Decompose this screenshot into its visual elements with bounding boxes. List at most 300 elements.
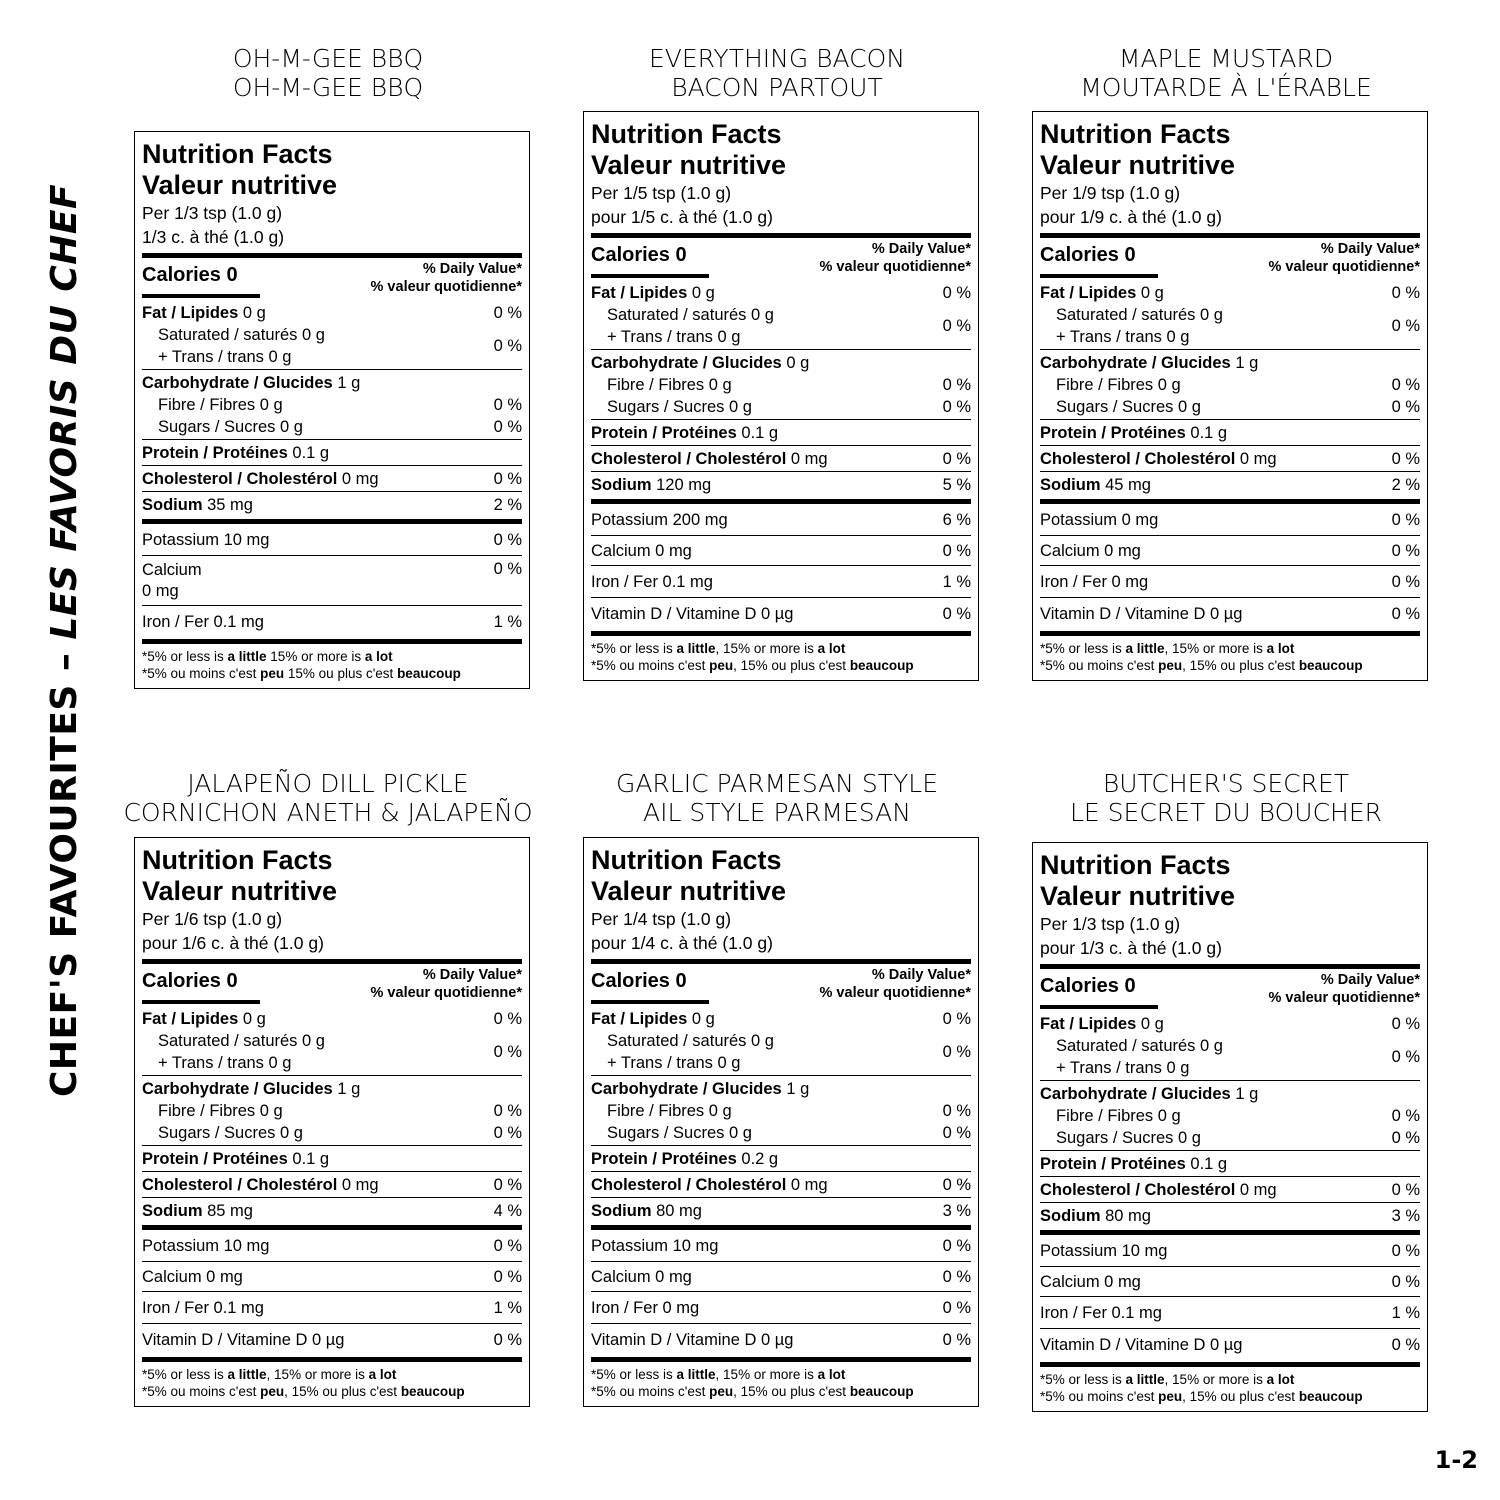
fat-group bbox=[1040, 1011, 1420, 1080]
nutrition-facts-label bbox=[134, 131, 530, 689]
protein-amount: 0.1 g bbox=[292, 1150, 330, 1168]
nutrient-row bbox=[142, 1266, 522, 1288]
carb-amount: 0 g bbox=[786, 354, 810, 372]
nutrition-facts-label bbox=[583, 837, 979, 1407]
nutrient-row bbox=[1040, 1205, 1420, 1227]
daily-value-header bbox=[820, 240, 971, 276]
footnote-bold: beaucoup bbox=[397, 666, 461, 681]
cholesterol-amount: 0 mg bbox=[790, 450, 828, 468]
serving-size-fr: pour 1/3 c. à thé (1.0 g) bbox=[1040, 938, 1222, 958]
iron-label: Iron / Fer 0 mg bbox=[591, 1299, 700, 1317]
nutrient-label bbox=[158, 1100, 283, 1122]
percent-value: 5 % bbox=[942, 476, 971, 494]
fat-group bbox=[142, 300, 522, 369]
serving-size-en: Per 1/3 tsp (1.0 g) bbox=[142, 203, 283, 223]
footnote-text: *5% ou moins c'est bbox=[1040, 658, 1159, 673]
nutrient-label bbox=[158, 416, 303, 438]
footnote-text: *5% or less is bbox=[591, 641, 677, 656]
serving-size-en: Per 1/4 tsp (1.0 g) bbox=[591, 909, 732, 929]
percent-value: 0 % bbox=[1391, 376, 1420, 394]
nutrient-label bbox=[1040, 540, 1141, 562]
sugars-label: Sugars / Sucres 0 g bbox=[1056, 1129, 1201, 1147]
product-name-en: OH-M-GEE BBQ bbox=[232, 44, 424, 73]
daily-value-header bbox=[1269, 240, 1420, 276]
dv-en: % Daily Value* bbox=[422, 261, 522, 277]
percent-value: 0 % bbox=[942, 542, 971, 560]
saturated-label: Saturated / saturés 0 g bbox=[607, 1032, 774, 1050]
calories: Calories 0 bbox=[142, 264, 238, 286]
nutrient-row bbox=[142, 394, 522, 416]
footnote-text: , 15% ou plus c'est bbox=[733, 1384, 850, 1399]
carb-group bbox=[591, 350, 971, 419]
footnote-bold: beaucoup bbox=[849, 1384, 914, 1399]
nutrient-row bbox=[591, 282, 971, 304]
carb-label: Carbohydrate / Glucides bbox=[1040, 354, 1231, 372]
fibre-label: Fibre / Fibres 0 g bbox=[158, 396, 283, 414]
calorie-bar bbox=[591, 274, 709, 278]
cholesterol-label: Cholesterol / Cholestérol bbox=[591, 450, 787, 468]
fat-amount: 0 g bbox=[1140, 284, 1164, 302]
footnote-bold: a little bbox=[1125, 1372, 1165, 1387]
nutrient-row bbox=[591, 1122, 971, 1144]
serving-size-fr: 1/3 c. à thé (1.0 g) bbox=[142, 227, 285, 247]
nutrient-row bbox=[142, 416, 522, 438]
calcium-label: Calcium 0 mg bbox=[591, 542, 692, 560]
percent-value: 0 % bbox=[1391, 605, 1420, 623]
nutrient-row bbox=[142, 1148, 522, 1170]
sat-trans-percent: 0 % bbox=[1391, 316, 1420, 335]
fat-group bbox=[591, 280, 971, 349]
nutrient-row bbox=[591, 1297, 971, 1319]
nutrient-label bbox=[591, 1148, 778, 1170]
percent-value: 0 % bbox=[1391, 284, 1420, 302]
sodium-amount: 45 mg bbox=[1105, 476, 1151, 494]
nutrient-row bbox=[1040, 509, 1420, 531]
title-en: Nutrition Facts bbox=[591, 119, 782, 149]
cholesterol-amount: 0 mg bbox=[1239, 450, 1277, 468]
footnote-text: , 15% or more is bbox=[1164, 1372, 1267, 1387]
nutrient-label bbox=[142, 1329, 344, 1351]
serving-size-fr: pour 1/4 c. à thé (1.0 g) bbox=[591, 933, 773, 953]
percent-value: 0 % bbox=[942, 605, 971, 623]
sodium-amount: 85 mg bbox=[207, 1202, 253, 1220]
title-fr: Valeur nutritive bbox=[591, 150, 787, 180]
fat-label: Fat / Lipides bbox=[1040, 284, 1137, 302]
nutrient-row bbox=[591, 352, 971, 374]
nutrition-facts-label bbox=[1032, 842, 1428, 1412]
nutrient-row bbox=[142, 1100, 522, 1122]
daily-value-header bbox=[371, 260, 522, 296]
title-fr: Valeur nutritive bbox=[1040, 150, 1236, 180]
sugars-label: Sugars / Sucres 0 g bbox=[1056, 398, 1201, 416]
protein-amount: 0.1 g bbox=[292, 444, 330, 462]
percent-value: 0 % bbox=[493, 1331, 522, 1349]
nutrient-label bbox=[1040, 1334, 1242, 1356]
potassium-label: Potassium 0 mg bbox=[1040, 511, 1159, 529]
nutrient-row bbox=[142, 468, 522, 490]
nutrient-row bbox=[1040, 396, 1420, 418]
calorie-bar bbox=[142, 1000, 260, 1004]
product-name-fr: OH-M-GEE BBQ bbox=[232, 73, 424, 102]
percent-value: 0 % bbox=[1391, 542, 1420, 560]
calcium-label: Calcium 0 mg bbox=[1040, 1273, 1141, 1291]
fat-label: Fat / Lipides bbox=[591, 284, 688, 302]
saturated-label: Saturated / saturés 0 g bbox=[1056, 1037, 1223, 1055]
trans-label: + Trans / trans 0 g bbox=[1056, 1059, 1190, 1077]
footnote-bold: a lot bbox=[1266, 1372, 1295, 1387]
nutrient-label bbox=[1040, 1271, 1141, 1293]
nutrient-label bbox=[142, 1008, 266, 1030]
sodium-amount: 80 mg bbox=[1105, 1207, 1151, 1225]
vitamin-d-label: Vitamin D / Vitamine D 0 µg bbox=[142, 1331, 345, 1349]
nutrient-row bbox=[1040, 474, 1420, 496]
nutrient-row bbox=[591, 422, 971, 444]
serving-size-fr: pour 1/6 c. à thé (1.0 g) bbox=[142, 933, 324, 953]
nutrient-label bbox=[591, 540, 692, 562]
sodium-amount: 80 mg bbox=[656, 1202, 702, 1220]
footnote bbox=[591, 1362, 971, 1400]
potassium-label: Potassium 10 mg bbox=[591, 1237, 719, 1255]
sat-trans-row bbox=[591, 1030, 971, 1074]
nutrient-row bbox=[142, 1122, 522, 1144]
footnote-bold: peu bbox=[1158, 658, 1183, 673]
percent-value: 0 % bbox=[1391, 450, 1420, 468]
footnote-text: *5% ou moins c'est bbox=[142, 1384, 261, 1399]
dv-en: % Daily Value* bbox=[1320, 972, 1420, 988]
percent-value: 0 % bbox=[942, 1237, 971, 1255]
carb-amount: 1 g bbox=[1235, 1085, 1259, 1103]
nutrient-row bbox=[591, 540, 971, 562]
footnote bbox=[591, 636, 971, 674]
daily-value-header bbox=[1269, 971, 1420, 1007]
footnote-text: , 15% or more is bbox=[715, 641, 818, 656]
product-name-en: MAPLE MUSTARD bbox=[1118, 44, 1334, 73]
title-fr: Valeur nutritive bbox=[591, 876, 787, 906]
sugars-label: Sugars / Sucres 0 g bbox=[158, 418, 303, 436]
nutrient-row bbox=[591, 1174, 971, 1196]
serving-size-en: Per 1/6 tsp (1.0 g) bbox=[142, 909, 283, 929]
iron-label: Iron / Fer 0.1 mg bbox=[1040, 1304, 1162, 1322]
cholesterol-label: Cholesterol / Cholestérol bbox=[1040, 1181, 1236, 1199]
percent-value: 0 % bbox=[493, 418, 522, 436]
fibre-label: Fibre / Fibres 0 g bbox=[158, 1102, 283, 1120]
footnote-bold: peu bbox=[709, 658, 734, 673]
fat-group bbox=[591, 1006, 971, 1075]
nutrient-label bbox=[142, 1297, 264, 1319]
percent-value: 0 % bbox=[493, 304, 522, 322]
nutrient-label bbox=[1040, 448, 1277, 470]
carb-amount: 1 g bbox=[786, 1080, 810, 1098]
calcium-amount: 0 mg bbox=[142, 582, 179, 600]
potassium-label: Potassium 10 mg bbox=[142, 1237, 270, 1255]
side-title bbox=[35, 183, 95, 1097]
cholesterol-label: Cholesterol / Cholestérol bbox=[142, 470, 338, 488]
calories-row bbox=[591, 964, 971, 1006]
nutrient-row bbox=[591, 1078, 971, 1100]
fat-label: Fat / Lipides bbox=[1040, 1015, 1137, 1033]
footnote-text: *5% ou moins c'est bbox=[1040, 1389, 1159, 1404]
protein-label: Protein / Protéines bbox=[1040, 1155, 1186, 1173]
fat-group bbox=[142, 1006, 522, 1075]
footnote bbox=[1040, 1367, 1420, 1405]
fibre-label: Fibre / Fibres 0 g bbox=[607, 376, 732, 394]
footnote-text: 15% or more is bbox=[266, 649, 365, 664]
nutrient-row bbox=[591, 1100, 971, 1122]
product-name-fr: MOUTARDE À L'ÉRABLE bbox=[1080, 73, 1372, 102]
percent-value: 0 % bbox=[1391, 573, 1420, 591]
sat-trans-row bbox=[142, 1030, 522, 1074]
nutrient-label bbox=[1056, 396, 1201, 418]
nutrient-label bbox=[142, 1078, 360, 1100]
product-name-en: EVERYTHING BACON bbox=[648, 44, 906, 73]
nutrient-row bbox=[591, 1008, 971, 1030]
nutrient-label bbox=[591, 1329, 793, 1351]
nutrient-label bbox=[1040, 509, 1158, 531]
sat-trans-percent: 0 % bbox=[493, 1042, 522, 1061]
nutrient-row bbox=[1040, 448, 1420, 470]
footnote-bold: a lot bbox=[364, 649, 393, 664]
sugars-label: Sugars / Sucres 0 g bbox=[607, 398, 752, 416]
nutrient-row bbox=[142, 1200, 522, 1222]
nutrient-row bbox=[1040, 282, 1420, 304]
footnote-bold: peu bbox=[709, 1384, 734, 1399]
footnote-bold: a little bbox=[227, 649, 267, 664]
percent-value: 3 % bbox=[1391, 1207, 1420, 1225]
nutrient-row bbox=[591, 509, 971, 531]
nutrient-label bbox=[591, 474, 711, 496]
nutrient-label bbox=[1040, 282, 1164, 304]
trans-label: + Trans / trans 0 g bbox=[1056, 328, 1190, 346]
nutrient-label bbox=[1040, 422, 1227, 444]
footnote-bold: a little bbox=[1125, 641, 1165, 656]
iron-label: Iron / Fer 0.1 mg bbox=[142, 613, 264, 631]
serving-size-fr: pour 1/9 c. à thé (1.0 g) bbox=[1040, 207, 1222, 227]
side-title-fr: LES FAVORIS DU CHEF bbox=[44, 183, 85, 640]
fat-amount: 0 g bbox=[1140, 1015, 1164, 1033]
nutrient-label bbox=[1040, 1083, 1258, 1105]
nutrient-row bbox=[1040, 374, 1420, 396]
sat-trans-row bbox=[1040, 304, 1420, 348]
protein-amount: 0.1 g bbox=[741, 424, 779, 442]
percent-value: 0 % bbox=[942, 1268, 971, 1286]
footnote-text: , 15% or more is bbox=[266, 1367, 369, 1382]
page-number: 1-2 bbox=[1434, 1446, 1478, 1474]
percent-value: 0 % bbox=[493, 1237, 522, 1255]
footnote-text: , 15% ou plus c'est bbox=[1182, 1389, 1299, 1404]
sat-trans-percent: 0 % bbox=[942, 316, 971, 335]
dv-fr: % valeur quotidienne* bbox=[370, 279, 522, 295]
nutrient-label bbox=[591, 1174, 828, 1196]
calories: Calories 0 bbox=[142, 970, 238, 992]
nutrient-label bbox=[1040, 1240, 1167, 1262]
product-name bbox=[1001, 44, 1451, 102]
percent-value: 0 % bbox=[942, 1331, 971, 1349]
calories-row bbox=[142, 258, 522, 300]
nutrient-label bbox=[1056, 1127, 1201, 1149]
footnote-text: *5% or less is bbox=[1040, 1372, 1126, 1387]
carb-group bbox=[1040, 350, 1420, 419]
fat-amount: 0 g bbox=[242, 1010, 266, 1028]
nutrient-label bbox=[142, 1235, 269, 1257]
percent-value: 0 % bbox=[942, 1010, 971, 1028]
percent-value: 0 % bbox=[493, 1010, 522, 1028]
carb-group bbox=[142, 1076, 522, 1145]
percent-value: 0 % bbox=[942, 376, 971, 394]
calcium-label: Calcium 0 mg bbox=[1040, 542, 1141, 560]
calories-row bbox=[591, 238, 971, 280]
protein-label: Protein / Protéines bbox=[142, 1150, 288, 1168]
footnote-text: , 15% or more is bbox=[715, 1367, 818, 1382]
percent-value: 0 % bbox=[942, 1102, 971, 1120]
nutrient-row bbox=[1040, 422, 1420, 444]
footnote-bold: a lot bbox=[368, 1367, 397, 1382]
percent-value: 0 % bbox=[1391, 1129, 1420, 1147]
nutrient-row bbox=[1040, 1083, 1420, 1105]
calories-row bbox=[1040, 969, 1420, 1011]
nutrient-row bbox=[142, 494, 522, 516]
fibre-label: Fibre / Fibres 0 g bbox=[607, 1102, 732, 1120]
percent-value: 0 % bbox=[942, 398, 971, 416]
percent-value: 0 % bbox=[493, 1268, 522, 1286]
potassium-label: Potassium 200 mg bbox=[591, 511, 728, 529]
percent-value: 0 % bbox=[493, 1102, 522, 1120]
serving-size-en: Per 1/3 tsp (1.0 g) bbox=[1040, 914, 1181, 934]
nutrient-row bbox=[591, 603, 971, 625]
sodium-label: Sodium bbox=[591, 476, 652, 494]
sodium-label: Sodium bbox=[1040, 1207, 1101, 1225]
nutrient-label bbox=[142, 1148, 329, 1170]
nutrient-row bbox=[142, 1174, 522, 1196]
percent-value: 0 % bbox=[1391, 1015, 1420, 1033]
percent-value: 1 % bbox=[942, 573, 971, 591]
iron-label: Iron / Fer 0 mg bbox=[1040, 573, 1149, 591]
nutrient-row bbox=[591, 571, 971, 593]
saturated-label: Saturated / saturés 0 g bbox=[158, 326, 325, 344]
nutrient-row bbox=[1040, 571, 1420, 593]
product-name bbox=[103, 769, 553, 827]
nutrient-label bbox=[158, 1122, 303, 1144]
sodium-label: Sodium bbox=[1040, 476, 1101, 494]
calories-row bbox=[1040, 238, 1420, 280]
saturated-label: Saturated / saturés 0 g bbox=[607, 306, 774, 324]
fibre-label: Fibre / Fibres 0 g bbox=[1056, 1107, 1181, 1125]
footnote-text: *5% or less is bbox=[1040, 641, 1126, 656]
nutrient-label bbox=[142, 1266, 243, 1288]
nutrient-row bbox=[142, 1297, 522, 1319]
carb-label: Carbohydrate / Glucides bbox=[142, 1080, 333, 1098]
percent-value: 1 % bbox=[493, 1299, 522, 1317]
nutrient-label bbox=[158, 394, 283, 416]
percent-value: 0 % bbox=[1391, 398, 1420, 416]
sodium-amount: 35 mg bbox=[207, 496, 253, 514]
serving-size-fr: pour 1/5 c. à thé (1.0 g) bbox=[591, 207, 773, 227]
nutrient-label bbox=[591, 448, 828, 470]
cholesterol-label: Cholesterol / Cholestérol bbox=[1040, 450, 1236, 468]
dv-en: % Daily Value* bbox=[422, 967, 522, 983]
nutrient-row bbox=[142, 1329, 522, 1351]
nutrient-row bbox=[142, 1008, 522, 1030]
calories: Calories 0 bbox=[591, 244, 687, 266]
nutrient-row bbox=[591, 374, 971, 396]
nutrient-label bbox=[591, 509, 728, 531]
nutrient-row bbox=[591, 1148, 971, 1170]
cholesterol-amount: 0 mg bbox=[790, 1176, 828, 1194]
nutrient-label bbox=[591, 1266, 692, 1288]
nutrition-facts-label bbox=[583, 111, 979, 681]
percent-value: 4 % bbox=[493, 1202, 522, 1220]
saturated-label: Saturated / saturés 0 g bbox=[158, 1032, 325, 1050]
nutrient-row bbox=[1040, 1271, 1420, 1293]
sat-trans-row bbox=[142, 324, 522, 368]
footnote-bold: a lot bbox=[1266, 641, 1295, 656]
vitamin-d-label: Vitamin D / Vitamine D 0 µg bbox=[1040, 1336, 1243, 1354]
percent-value: 0 % bbox=[493, 470, 522, 488]
trans-label: + Trans / trans 0 g bbox=[158, 1054, 292, 1072]
nutrient-row bbox=[1040, 1105, 1420, 1127]
nutrient-row bbox=[142, 611, 522, 633]
carb-amount: 1 g bbox=[1235, 354, 1259, 372]
cholesterol-amount: 0 mg bbox=[1239, 1181, 1277, 1199]
nutrient-row bbox=[142, 442, 522, 464]
nutrient-row bbox=[1040, 1013, 1420, 1035]
title-en: Nutrition Facts bbox=[591, 845, 782, 875]
nutrient-row bbox=[1040, 1179, 1420, 1201]
footnote-bold: beaucoup bbox=[1298, 1389, 1363, 1404]
calcium-label: Calcium 0 mg bbox=[591, 1268, 692, 1286]
product-name bbox=[552, 769, 1002, 827]
product-name-fr: LE SECRET DU BOUCHER bbox=[1070, 798, 1382, 827]
calorie-bar bbox=[1040, 1005, 1158, 1009]
protein-amount: 0.2 g bbox=[741, 1150, 779, 1168]
carb-amount: 1 g bbox=[337, 374, 361, 392]
percent-value: 6 % bbox=[942, 511, 971, 529]
sat-trans-percent: 0 % bbox=[1391, 1047, 1420, 1066]
footnote-text: *5% ou moins c'est bbox=[591, 1384, 710, 1399]
title-fr: Valeur nutritive bbox=[142, 170, 338, 200]
nutrient-label bbox=[1056, 1105, 1181, 1127]
fat-label: Fat / Lipides bbox=[142, 1010, 239, 1028]
dv-en: % Daily Value* bbox=[871, 241, 971, 257]
percent-value: 0 % bbox=[1391, 1336, 1420, 1354]
sodium-label: Sodium bbox=[591, 1202, 652, 1220]
nutrient-row bbox=[591, 1200, 971, 1222]
footnote-bold: a little bbox=[676, 1367, 716, 1382]
nutrient-label bbox=[591, 1235, 718, 1257]
nutrient-row bbox=[1040, 540, 1420, 562]
nutrient-label bbox=[142, 1200, 253, 1222]
nutrient-row bbox=[1040, 1153, 1420, 1175]
carb-label: Carbohydrate / Glucides bbox=[591, 1080, 782, 1098]
nutrient-row bbox=[142, 1078, 522, 1100]
footnote-bold: a lot bbox=[817, 641, 846, 656]
side-title-en: CHEF'S FAVOURITES – bbox=[44, 639, 85, 1097]
product-name bbox=[103, 44, 553, 102]
nutrient-row bbox=[1040, 1334, 1420, 1356]
nutrient-row bbox=[142, 372, 522, 394]
product-name-en: GARLIC PARMESAN STYLE bbox=[615, 769, 939, 798]
trans-label: + Trans / trans 0 g bbox=[607, 1054, 741, 1072]
nutrient-label bbox=[142, 529, 269, 551]
nutrient-label bbox=[142, 1174, 379, 1196]
percent-value: 0 % bbox=[1391, 1107, 1420, 1125]
fat-amount: 0 g bbox=[242, 304, 266, 322]
nutrient-label bbox=[591, 1200, 702, 1222]
cholesterol-label: Cholesterol / Cholestérol bbox=[142, 1176, 338, 1194]
calcium-label: Calcium 0 mg bbox=[142, 1268, 243, 1286]
calcium-row bbox=[142, 560, 522, 602]
footnote-bold: beaucoup bbox=[1298, 658, 1363, 673]
footnote-bold: beaucoup bbox=[400, 1384, 465, 1399]
